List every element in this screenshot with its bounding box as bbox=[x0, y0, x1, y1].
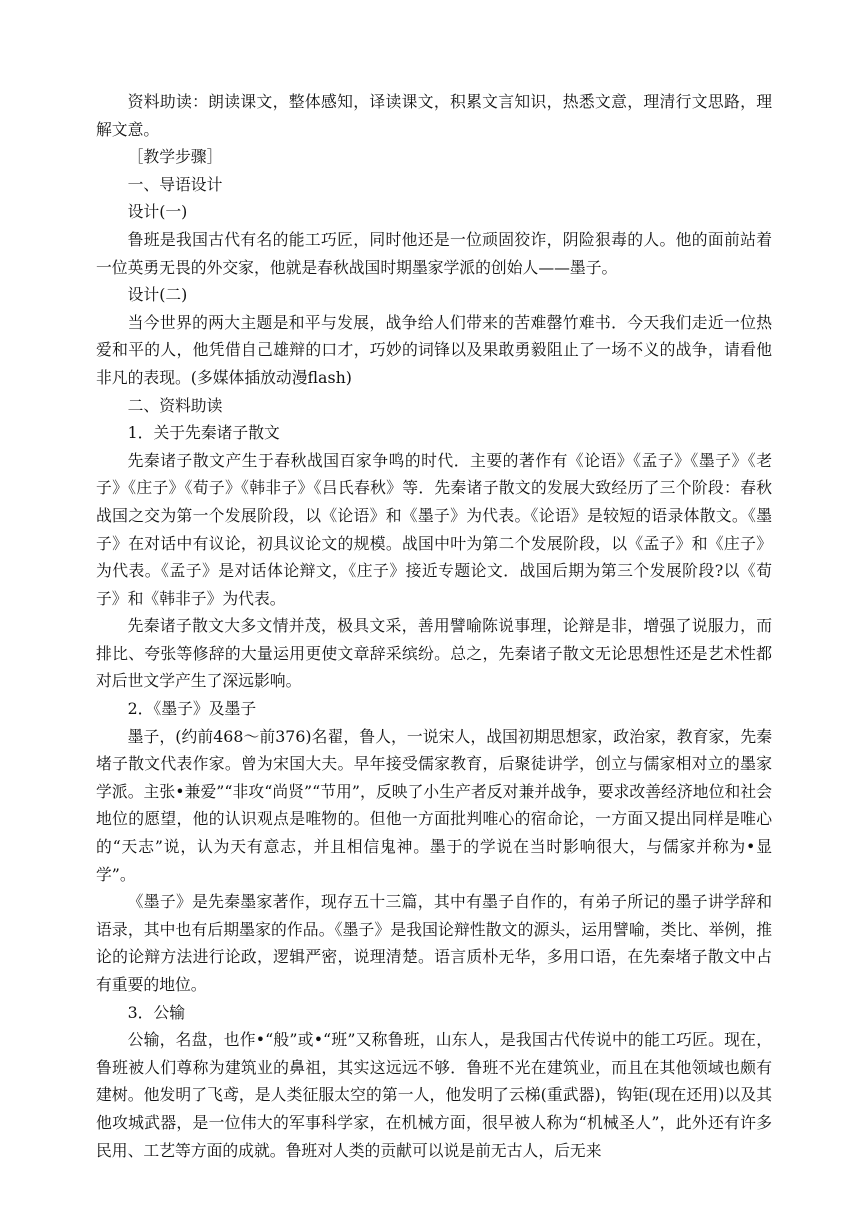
pre-qin-prose-paragraph-2: 先秦诸子散文大多文情并茂，极具文采，善用譬喻陈说事理，论辩是非，增强了说服力，而排比、夸张等修辞的大量运用更使文章辞采缤纷。总之，先秦诸子散文无论思想性还是艺术性都对后世文学产生了深远影响。 bbox=[96, 616, 772, 691]
study-aid-intro: 资料助读：朗读课文，整体感知，译读课文，积累文言知识，热悉文意，理清行文思路，理解文意。 bbox=[96, 92, 772, 139]
design-one-heading: 设计(一) bbox=[127, 202, 188, 222]
document-body bbox=[96, 88, 772, 1164]
subheading-mozi: 2．《墨子》及墨子 bbox=[127, 699, 257, 719]
subheading-gongshu: 3．公输 bbox=[127, 1002, 186, 1022]
subheading-pre-qin-prose: 1．关于先秦诸子散文 bbox=[127, 423, 280, 443]
pre-qin-prose-paragraph-1: 先秦诸子散文产生于春秋战国百家争鸣的时代．主要的著作有《论语》《孟子》《墨子》《老子》《庄子》《荀子》《韩非子》《吕氏春秋》等．先秦诸子散文的发展大致经历了三个阶段：春秋战国之交为第一个发展阶段，以《论语》和《墨子》为代表。《论语》是较短的语录体散文。《墨子》在对话中有议论，初具议论文的规模。战国中叶为第二个发展阶段，以《孟子》和《庄子》为代表。《孟子》是对话体论辩文，《庄子》接近专题论文．战国后期为第三个发展阶段?以《荀子》和《韩非子》为代表。 bbox=[96, 450, 772, 608]
design-two-heading: 设计(二) bbox=[127, 285, 188, 305]
gongshu-paragraph: 公输，名盘，也作•“般”或•“班”又称鲁班，山东人，是我国古代传说中的能工巧匠。现在，鲁班被人们尊称为建筑业的鼻祖，其实这远远不够．鲁班不光在建筑业，而且在其他领域也颇有建树。他发明了飞鸢，是人类征服太空的第一人，他发明了云梯(重武器)，钩钜(现在还用)以及其他攻城武器，是一位伟大的军事科学家，在机械方面，很早被人称为“机械圣人”，此外还有许多民用、工艺等方面的成就。鲁班对人类的贡献可以说是前无古人，后无来 bbox=[96, 1030, 772, 1160]
mozi-paragraph-2: 《墨子》是先秦墨家著作，现存五十三篇，其中有墨子自作的，有弟子所记的墨子讲学辞和语录，其中也有后期墨家的作品。《墨子》是我国论辩性散文的源头，运用譬喻，类比、举例，推论的论辩方法进行论政，逻辑严密，说理清楚。语言质朴无华，多用口语，在先秦堵子散文中占有重要的地位。 bbox=[96, 892, 772, 994]
teaching-steps-heading: ［教学步骤］ bbox=[127, 147, 223, 167]
design-one-paragraph: 鲁班是我国古代有名的能工巧匠，同时他还是一位顽固狡诈，阴险狠毒的人。他的面前站着一位英勇无畏的外交家，他就是春秋战国时期墨家学派的创始人——墨子。 bbox=[96, 229, 772, 277]
section-heading-reading-aid: 二、资料助读 bbox=[127, 395, 223, 415]
section-heading-intro-design: 一、导语设计 bbox=[127, 174, 223, 194]
design-two-paragraph: 当今世界的两大主题是和平与发展，战争给人们带来的苦难罄竹难书．今天我们走近一位热爱和平的人，他凭借自己雄辩的口才，巧妙的词锋以及果敢勇毅阻止了一场不义的战争，请看他非凡的表现。(多媒体插放动漫flash) bbox=[96, 312, 772, 387]
mozi-paragraph-1: 墨子，(约前468～前376)名翟，鲁人，一说宋人，战国初期思想家，政治家，教育家，先秦堵子散文代表作家。曾为宋国大夫。早年接受儒家教育，后聚徒讲学，创立与儒家相对立的墨家学派。主张•兼爱”“非攻“尚贤”“节用”，反映了小生产者反对兼并战争，要求改善经济地位和社会地位的愿望，他的认识观点是唯物的。但他一方面批判唯心的宿命论，一方面又提出同样是唯心的“天志”说，认为天有意志，并且相信鬼神。墨于的学说在当时影响很大，与儒家并称为•显学”。 bbox=[96, 726, 772, 884]
